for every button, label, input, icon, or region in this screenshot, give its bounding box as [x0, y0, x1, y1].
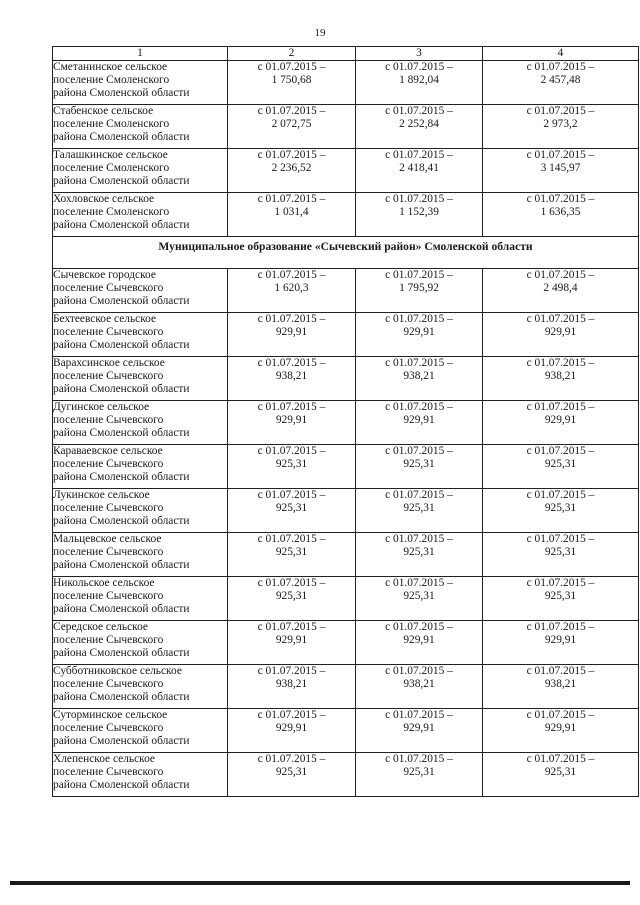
- tariff-table: [52, 46, 639, 797]
- tariff-value: 1 750,68: [271, 74, 312, 86]
- settlement-name-line: района Смоленской области: [53, 647, 190, 659]
- tariff-date: с 01.07.2015 –: [257, 193, 326, 205]
- settlement-name-line: поселение Смоленского: [53, 74, 170, 86]
- tariff-date: с 01.07.2015 –: [526, 357, 595, 369]
- tariff-value: 1 892,04: [399, 74, 439, 86]
- tariff-cell-col3: [356, 533, 483, 577]
- tariff-cell-col3: [356, 489, 483, 533]
- tariff-value: 2 457,48: [540, 74, 581, 86]
- tariff-cell-col3: [356, 621, 483, 665]
- tariff-cell-col2: [228, 357, 356, 401]
- tariff-cell-col2: [228, 621, 356, 665]
- tariff-cell-col4: [483, 709, 639, 753]
- tariff-value: 938,21: [403, 678, 435, 690]
- settlement-name-line: Субботниковское сельское: [53, 665, 182, 677]
- tariff-value: 2 498,4: [543, 282, 578, 294]
- settlement-name-line: Талашкинское сельское: [53, 149, 168, 161]
- tariff-cell-col2: [228, 313, 356, 357]
- tariff-value: 929,91: [403, 634, 435, 646]
- column-header-2: 2: [228, 47, 356, 61]
- settlement-name-line: района Смоленской области: [53, 339, 190, 351]
- tariff-cell-col3: [356, 753, 483, 797]
- tariff-value: 925,31: [544, 546, 577, 558]
- table-row: [53, 401, 639, 445]
- settlement-name-line: района Смоленской области: [53, 515, 190, 527]
- tariff-cell-col3: [356, 401, 483, 445]
- settlement-name-line: Лукинское сельское: [53, 489, 150, 501]
- tariff-cell-col2: [228, 61, 356, 105]
- tariff-value: 925,31: [403, 766, 435, 778]
- settlement-name-line: Стабенское сельское: [53, 105, 154, 117]
- tariff-date: с 01.07.2015 –: [385, 709, 453, 721]
- tariff-value: 1 636,35: [540, 206, 581, 218]
- settlement-name-cell: [53, 533, 228, 577]
- tariff-cell-col3: [356, 445, 483, 489]
- settlement-name-line: района Смоленской области: [53, 471, 190, 483]
- settlement-name-line: поселение Сычевского: [53, 634, 164, 646]
- tariff-value: 1 620,3: [274, 282, 309, 294]
- page-number: 19: [314, 27, 326, 39]
- settlement-name-line: района Смоленской области: [53, 175, 190, 187]
- tariff-value: 925,31: [544, 502, 577, 514]
- settlement-name-line: поселение Сычевского: [53, 370, 164, 382]
- column-header-4: 4: [483, 47, 639, 61]
- tariff-cell-col3: [356, 61, 483, 105]
- tariff-date: с 01.07.2015 –: [385, 401, 453, 413]
- tariff-date: с 01.07.2015 –: [257, 313, 326, 325]
- tariff-value: 1 795,92: [399, 282, 439, 294]
- tariff-date: с 01.07.2015 –: [385, 577, 453, 589]
- tariff-cell-col4: [483, 401, 639, 445]
- settlement-name-line: Сычевское городское: [53, 269, 156, 281]
- settlement-name-line: Хохловское сельское: [53, 193, 155, 205]
- tariff-value: 2 418,41: [399, 162, 439, 174]
- table-row: [53, 533, 639, 577]
- settlement-name-line: Караваевское сельское: [53, 445, 163, 457]
- tariff-value: 929,91: [403, 722, 435, 734]
- settlement-name-cell: [53, 753, 228, 797]
- settlement-name-line: Дугинское сельское: [53, 401, 150, 413]
- tariff-date: с 01.07.2015 –: [385, 665, 453, 677]
- tariff-date: с 01.07.2015 –: [526, 269, 595, 281]
- tariff-date: с 01.07.2015 –: [385, 105, 453, 117]
- settlement-name-line: поселение Сычевского: [53, 766, 164, 778]
- tariff-date: с 01.07.2015 –: [385, 357, 453, 369]
- settlement-name-cell: [53, 61, 228, 105]
- tariff-date: с 01.07.2015 –: [257, 753, 326, 765]
- tariff-value: 929,91: [275, 634, 308, 646]
- settlement-name-cell: [53, 105, 228, 149]
- settlement-name-line: района Смоленской области: [53, 219, 190, 231]
- tariff-value: 925,31: [403, 590, 435, 602]
- tariff-date: с 01.07.2015 –: [385, 313, 453, 325]
- tariff-value: 929,91: [275, 326, 308, 338]
- tariff-cell-col2: [228, 665, 356, 709]
- tariff-cell-col4: [483, 149, 639, 193]
- tariff-value: 1 031,4: [274, 206, 309, 218]
- settlement-name-line: района Смоленской области: [53, 735, 190, 747]
- tariff-date: с 01.07.2015 –: [257, 533, 326, 545]
- tariff-cell-col4: [483, 753, 639, 797]
- tariff-cell-col4: [483, 621, 639, 665]
- settlement-name-line: района Смоленской области: [53, 295, 190, 307]
- settlement-name-line: Бехтеевское сельское: [53, 313, 157, 325]
- tariff-date: с 01.07.2015 –: [385, 61, 453, 73]
- tariff-date: с 01.07.2015 –: [257, 621, 326, 633]
- tariff-value: 929,91: [544, 414, 577, 426]
- tariff-date: с 01.07.2015 –: [257, 665, 326, 677]
- tariff-value: 2 973,2: [543, 118, 578, 130]
- tariff-cell-col2: [228, 401, 356, 445]
- settlement-name-cell: [53, 149, 228, 193]
- tariff-date: с 01.07.2015 –: [385, 533, 453, 545]
- tariff-cell-col2: [228, 753, 356, 797]
- tariff-value: 929,91: [544, 326, 577, 338]
- settlement-name-cell: [53, 401, 228, 445]
- tariff-date: с 01.07.2015 –: [385, 193, 453, 205]
- table-row: [53, 445, 639, 489]
- tariff-value: 938,21: [403, 370, 435, 382]
- settlement-name-line: поселение Сычевского: [53, 414, 164, 426]
- tariff-cell-col3: [356, 193, 483, 237]
- table-row: [53, 489, 639, 533]
- tariff-date: с 01.07.2015 –: [257, 61, 326, 73]
- tariff-value: 925,31: [275, 458, 308, 470]
- tariff-value: 925,31: [275, 766, 308, 778]
- table-row: [53, 621, 639, 665]
- tariff-value: 929,91: [403, 326, 435, 338]
- settlement-name-line: поселение Смоленского: [53, 118, 170, 130]
- tariff-date: с 01.07.2015 –: [526, 149, 595, 161]
- table-row: [53, 665, 639, 709]
- table-row: [53, 193, 639, 237]
- table-row: [53, 753, 639, 797]
- tariff-date: с 01.07.2015 –: [526, 665, 595, 677]
- settlement-name-line: района Смоленской области: [53, 691, 190, 703]
- tariff-cell-col2: [228, 489, 356, 533]
- tariff-date: с 01.07.2015 –: [257, 269, 326, 281]
- tariff-date: с 01.07.2015 –: [526, 621, 595, 633]
- settlement-name-cell: [53, 709, 228, 753]
- tariff-value: 929,91: [544, 634, 577, 646]
- tariff-cell-col3: [356, 105, 483, 149]
- tariff-date: с 01.07.2015 –: [257, 709, 326, 721]
- tariff-cell-col2: [228, 149, 356, 193]
- settlement-name-cell: [53, 577, 228, 621]
- table-header: [53, 47, 639, 61]
- settlement-name-line: поселение Сычевского: [53, 326, 164, 338]
- table-row: [53, 313, 639, 357]
- settlement-name-cell: [53, 313, 228, 357]
- tariff-cell-col3: [356, 313, 483, 357]
- settlement-name-line: Суторминское сельское: [53, 709, 168, 721]
- tariff-cell-col2: [228, 105, 356, 149]
- tariff-value: 925,31: [275, 546, 308, 558]
- tariff-cell-col3: [356, 709, 483, 753]
- settlement-name-line: района Смоленской области: [53, 779, 190, 791]
- tariff-value: 938,21: [544, 370, 577, 382]
- tariff-date: с 01.07.2015 –: [257, 445, 326, 457]
- tariff-cell-col2: [228, 533, 356, 577]
- tariff-value: 925,31: [403, 458, 435, 470]
- tariff-date: с 01.07.2015 –: [385, 489, 453, 501]
- settlement-name-cell: [53, 445, 228, 489]
- settlement-name-line: поселение Сычевского: [53, 282, 164, 294]
- settlement-name-line: Никольское сельское: [53, 577, 155, 589]
- settlement-name-cell: [53, 665, 228, 709]
- tariff-date: с 01.07.2015 –: [526, 445, 595, 457]
- tariff-cell-col4: [483, 105, 639, 149]
- tariff-date: с 01.07.2015 –: [385, 753, 453, 765]
- settlement-name-line: поселение Смоленского: [53, 162, 170, 174]
- tariff-cell-col3: [356, 269, 483, 313]
- tariff-date: с 01.07.2015 –: [385, 269, 453, 281]
- tariff-date: с 01.07.2015 –: [526, 193, 595, 205]
- tariff-cell-col4: [483, 489, 639, 533]
- table-body: [53, 61, 639, 797]
- tariff-date: с 01.07.2015 –: [526, 401, 595, 413]
- settlement-name-line: Середское сельское: [53, 621, 148, 633]
- tariff-cell-col3: [356, 577, 483, 621]
- tariff-cell-col3: [356, 149, 483, 193]
- settlement-name-line: района Смоленской области: [53, 603, 190, 615]
- tariff-value: 2 236,52: [271, 162, 312, 174]
- settlement-name-line: поселение Смоленского: [53, 206, 170, 218]
- tariff-date: с 01.07.2015 –: [257, 357, 326, 369]
- settlement-name-line: поселение Сычевского: [53, 590, 164, 602]
- tariff-date: с 01.07.2015 –: [385, 445, 453, 457]
- tariff-date: с 01.07.2015 –: [526, 105, 595, 117]
- tariff-value: 929,91: [275, 722, 308, 734]
- tariff-date: с 01.07.2015 –: [526, 61, 595, 73]
- tariff-value: 925,31: [403, 546, 435, 558]
- tariff-value: 929,91: [275, 414, 308, 426]
- section-row: [53, 237, 639, 269]
- settlement-name-line: поселение Сычевского: [53, 502, 164, 514]
- section-title: Муниципальное образование «Сычевский район» Смоленской области: [53, 237, 639, 269]
- tariff-date: с 01.07.2015 –: [526, 489, 595, 501]
- settlement-name-line: поселение Сычевского: [53, 722, 164, 734]
- table-row: [53, 105, 639, 149]
- tariff-cell-col3: [356, 665, 483, 709]
- tariff-cell-col2: [228, 445, 356, 489]
- tariff-cell-col4: [483, 313, 639, 357]
- settlement-name-line: района Смоленской области: [53, 131, 190, 143]
- footer-rule: [10, 881, 630, 885]
- settlement-name-line: Варахсинское сельское: [53, 357, 165, 369]
- tariff-value: 938,21: [275, 678, 308, 690]
- settlement-name-line: поселение Сычевского: [53, 458, 164, 470]
- tariff-value: 929,91: [544, 722, 577, 734]
- settlement-name-cell: [53, 489, 228, 533]
- settlement-name-line: района Смоленской области: [53, 383, 190, 395]
- tariff-date: с 01.07.2015 –: [257, 149, 326, 161]
- settlement-name-cell: [53, 193, 228, 237]
- settlement-name-line: поселение Сычевского: [53, 678, 164, 690]
- tariff-value: 925,31: [544, 766, 577, 778]
- settlement-name-line: района Смоленской области: [53, 87, 190, 99]
- tariff-value: 925,31: [403, 502, 435, 514]
- tariff-cell-col4: [483, 445, 639, 489]
- tariff-date: с 01.07.2015 –: [385, 149, 453, 161]
- tariff-date: с 01.07.2015 –: [257, 401, 326, 413]
- settlement-name-cell: [53, 269, 228, 313]
- tariff-cell-col4: [483, 269, 639, 313]
- tariff-cell-col2: [228, 709, 356, 753]
- tariff-cell-col3: [356, 357, 483, 401]
- tariff-value: 938,21: [275, 370, 308, 382]
- tariff-date: с 01.07.2015 –: [526, 709, 595, 721]
- tariff-value: 2 072,75: [271, 118, 312, 130]
- settlement-name-line: Сметанинское сельское: [53, 61, 168, 73]
- tariff-cell-col4: [483, 665, 639, 709]
- tariff-value: 925,31: [275, 502, 308, 514]
- settlement-name-line: района Смоленской области: [53, 427, 190, 439]
- tariff-value: 929,91: [403, 414, 435, 426]
- tariff-cell-col2: [228, 577, 356, 621]
- tariff-cell-col4: [483, 357, 639, 401]
- settlement-name-cell: [53, 357, 228, 401]
- settlement-name-line: Мальцевское сельское: [53, 533, 162, 545]
- tariff-date: с 01.07.2015 –: [526, 313, 595, 325]
- tariff-cell-col2: [228, 269, 356, 313]
- tariff-cell-col4: [483, 193, 639, 237]
- tariff-date: с 01.07.2015 –: [526, 533, 595, 545]
- tariff-date: с 01.07.2015 –: [526, 577, 595, 589]
- tariff-value: 925,31: [544, 590, 577, 602]
- tariff-value: 925,31: [275, 590, 308, 602]
- tariff-cell-col4: [483, 61, 639, 105]
- tariff-date: с 01.07.2015 –: [257, 105, 326, 117]
- tariff-value: 3 145,97: [540, 162, 581, 174]
- table-row: [53, 61, 639, 105]
- tariff-value: 925,31: [544, 458, 577, 470]
- tariff-cell-col4: [483, 577, 639, 621]
- tariff-date: с 01.07.2015 –: [526, 753, 595, 765]
- tariff-date: с 01.07.2015 –: [385, 621, 453, 633]
- table-row: [53, 357, 639, 401]
- column-number-row: [53, 47, 639, 61]
- settlement-name-line: поселение Сычевского: [53, 546, 164, 558]
- table-row: [53, 709, 639, 753]
- tariff-date: с 01.07.2015 –: [257, 489, 326, 501]
- column-header-1: 1: [53, 47, 228, 61]
- settlement-name-cell: [53, 621, 228, 665]
- tariff-cell-col2: [228, 193, 356, 237]
- tariff-value: 938,21: [544, 678, 577, 690]
- tariff-cell-col4: [483, 533, 639, 577]
- tariff-value: 1 152,39: [399, 206, 439, 218]
- table-row: [53, 269, 639, 313]
- table-row: [53, 149, 639, 193]
- table-row: [53, 577, 639, 621]
- tariff-date: с 01.07.2015 –: [257, 577, 326, 589]
- column-header-3: 3: [356, 47, 483, 61]
- settlement-name-line: района Смоленской области: [53, 559, 190, 571]
- tariff-value: 2 252,84: [399, 118, 439, 130]
- settlement-name-line: Хлепенское сельское: [53, 753, 155, 765]
